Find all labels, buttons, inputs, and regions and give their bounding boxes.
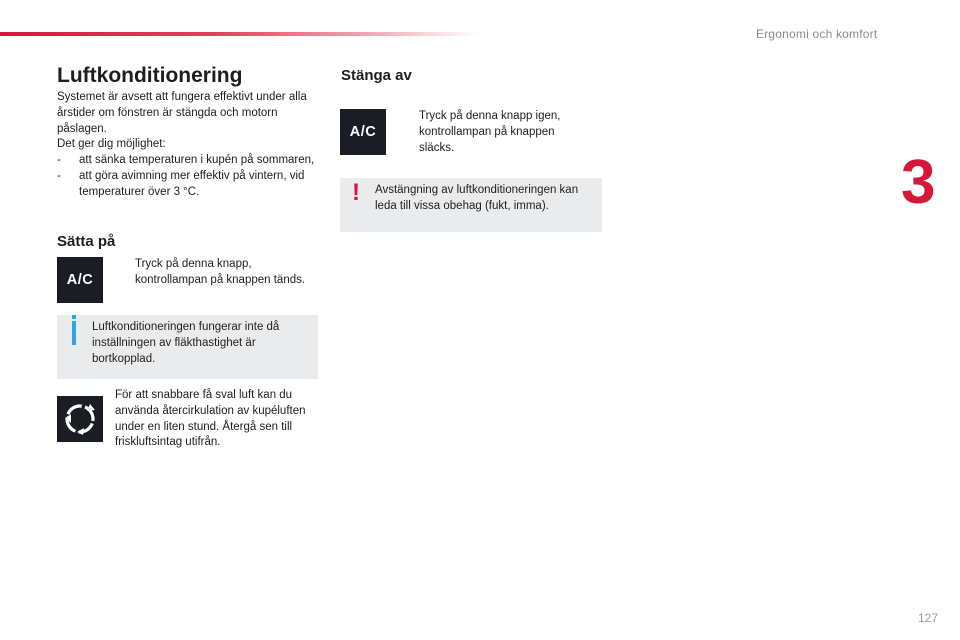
finger-bullet-icon [117, 256, 135, 288]
turn-off-step-text: Tryck på denna knapp igen, kontrollampan på knappen släcks. [419, 110, 561, 154]
list-item [57, 169, 319, 201]
turn-off-heading: Stänga av [341, 67, 412, 84]
page-title: Luftkonditionering [57, 64, 243, 87]
list-item [57, 153, 319, 169]
warning-note-text: Avstängning av luftkonditioneringen kan leda till vissa obehag (fukt, imma). [375, 184, 579, 212]
list-dash: - [57, 169, 61, 182]
ac-button-label: A/C [66, 272, 94, 288]
ac-button-label: A/C [349, 124, 377, 140]
info-icon [72, 321, 76, 345]
warning-icon: ! [352, 179, 360, 206]
recirculation-icon [57, 396, 103, 442]
turn-off-step [401, 108, 591, 156]
intro-paragraph: Systemet är avsett att fungera effektivt under alla årstider om fönstren är stängda och motorn påslagen. [57, 91, 307, 135]
finger-bullet-icon [401, 108, 419, 156]
list-item-text: att sänka temperaturen i kupén på sommaren, [79, 154, 315, 167]
list-dash: - [57, 154, 61, 167]
turn-on-heading: Sätta på [57, 233, 116, 250]
intro-text [57, 90, 319, 201]
info-note [57, 315, 318, 379]
section-title: Ergonomi och komfort [756, 27, 878, 41]
turn-on-step-text: Tryck på denna knapp, kontrollampan på knappen tänds. [135, 258, 306, 286]
header-accent-bar [0, 32, 480, 36]
list-item-text: att göra avimning mer effektiv på vintern, vid temperaturer över 3 °C. [79, 169, 305, 198]
recirculation-text: För att snabbare få sval luft kan du använda återcirkulation av kupéluften under en liten stund. Återgå sen till friskluftsintag utifrån. [115, 389, 306, 449]
chapter-number: 3 [901, 148, 936, 217]
ac-button-icon [340, 109, 386, 155]
ac-button-icon [57, 257, 103, 303]
warning-note [340, 178, 602, 232]
turn-on-step [117, 256, 307, 288]
intro-paragraph: Det ger dig möjlighet: [57, 138, 166, 151]
page-number: 127 [917, 611, 938, 625]
info-note-text: Luftkonditioneringen fungerar inte då inställningen av fläkthastighet är bortkopplad. [92, 321, 280, 365]
